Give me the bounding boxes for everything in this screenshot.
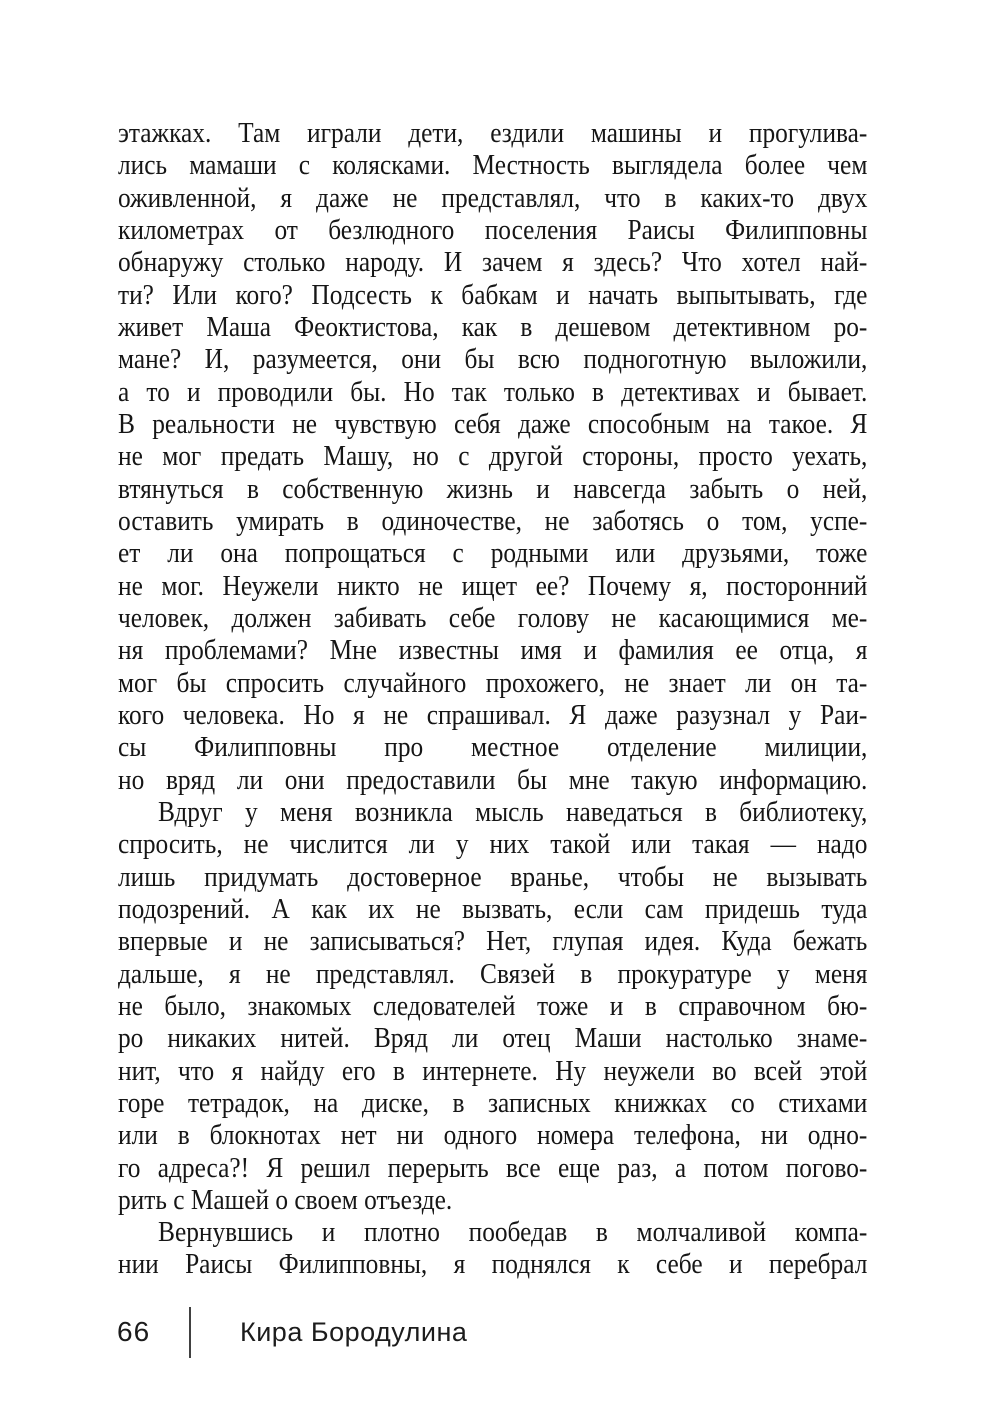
text-line: не мог. Неужели никто не ищет ее? Почему я, посторонний bbox=[118, 570, 868, 602]
text-line: не было, знакомых следователей тоже и в справочном бю- bbox=[118, 990, 868, 1022]
footer-divider bbox=[189, 1307, 191, 1358]
text-line: мане? И, разумеется, они бы всю подноготную выложили, bbox=[118, 344, 868, 376]
text-line: живет Маша Феоктистова, как в дешевом детективном ро- bbox=[118, 311, 868, 343]
text-line: впервые и не записываться? Нет, глупая идея. Куда бежать bbox=[118, 926, 868, 958]
text-line: обнаружу столько народу. И зачем я здесь? Что хотел най- bbox=[118, 247, 868, 279]
text-line: сы Филипповны про местное отделение милиции, bbox=[118, 732, 868, 764]
author-name: Кира Бородулина bbox=[240, 1317, 468, 1347]
text-line: а то и проводили бы. Но так только в детективах и бывает. bbox=[118, 376, 868, 408]
text-line: дальше, я не представлял. Связей в прокуратуре у меня bbox=[118, 958, 868, 990]
text-line: го адреса?! Я решил перерыть все еще раз, а потом погово- bbox=[118, 1152, 868, 1184]
text-line: ро никаких нитей. Вряд ли отец Маши настолько знаме- bbox=[118, 1023, 868, 1055]
text-line: человек, должен забивать себе голову не касающимися ме- bbox=[118, 602, 868, 634]
text-line: кого человека. Но я не спрашивал. Я даже разузнал у Раи- bbox=[118, 699, 868, 731]
text-line: этажках. Там играли дети, ездили машины и прогулива- bbox=[118, 118, 868, 149]
text-line: ня проблемами? Мне известны имя и фамилия ее отца, я bbox=[118, 635, 868, 667]
text-line: или в блокнотах нет ни одного номера телефона, ни одно- bbox=[118, 1120, 868, 1152]
text-line: ти? Или кого? Подсесть к бабкам и начать выпытывать, где bbox=[118, 279, 868, 311]
text-line: но вряд ли они предоставили бы мне такую информацию. bbox=[118, 764, 868, 796]
text-line: нит, что я найду его в интернете. Ну неужели во всей этой bbox=[118, 1055, 868, 1087]
text-line: не мог предать Машу, но с другой стороны, просто уехать, bbox=[118, 441, 868, 473]
text-line: подозрений. А как их не вызвать, если сам придешь туда bbox=[118, 893, 868, 925]
text-line: оставить умирать в одиночестве, не заботясь о том, успе- bbox=[118, 505, 868, 537]
text-line: Вдруг у меня возникла мысль наведаться в библиотеку, bbox=[158, 796, 868, 828]
text-line: В реальности не чувствую себя даже способным на такое. Я bbox=[118, 408, 868, 440]
page-number: 66 bbox=[117, 1316, 151, 1347]
text-line: втянуться в собственную жизнь и навсегда забыть о ней, bbox=[118, 473, 868, 505]
text-line: ет ли она попрощаться с родными или друзьями, тоже bbox=[118, 538, 868, 570]
text-line: лишь придумать достоверное вранье, чтобы не вызывать bbox=[118, 861, 868, 893]
text-line: мог бы спросить случайного прохожего, не знает ли он та- bbox=[118, 667, 868, 699]
text-line: Вернувшись и плотно пообедав в молчаливой компа- bbox=[158, 1217, 868, 1249]
text-line: километрах от безлюдного поселения Раисы Филипповны bbox=[118, 214, 868, 246]
text-line: рить с Машей о своем отъезде. bbox=[118, 1184, 453, 1216]
text-line: оживленной, я даже не представлял, что в каких-то двух bbox=[118, 182, 868, 214]
text-line: нии Раисы Филипповны, я поднялся к себе и перебрал bbox=[118, 1249, 868, 1281]
text-line: горе тетрадок, на диске, в записных книжках со стихами bbox=[118, 1087, 868, 1119]
text-line: спросить, не числится ли у них такой или такая — надо bbox=[118, 829, 868, 861]
text-line: лись мамаши с колясками. Местность выглядела более чем bbox=[118, 150, 868, 182]
